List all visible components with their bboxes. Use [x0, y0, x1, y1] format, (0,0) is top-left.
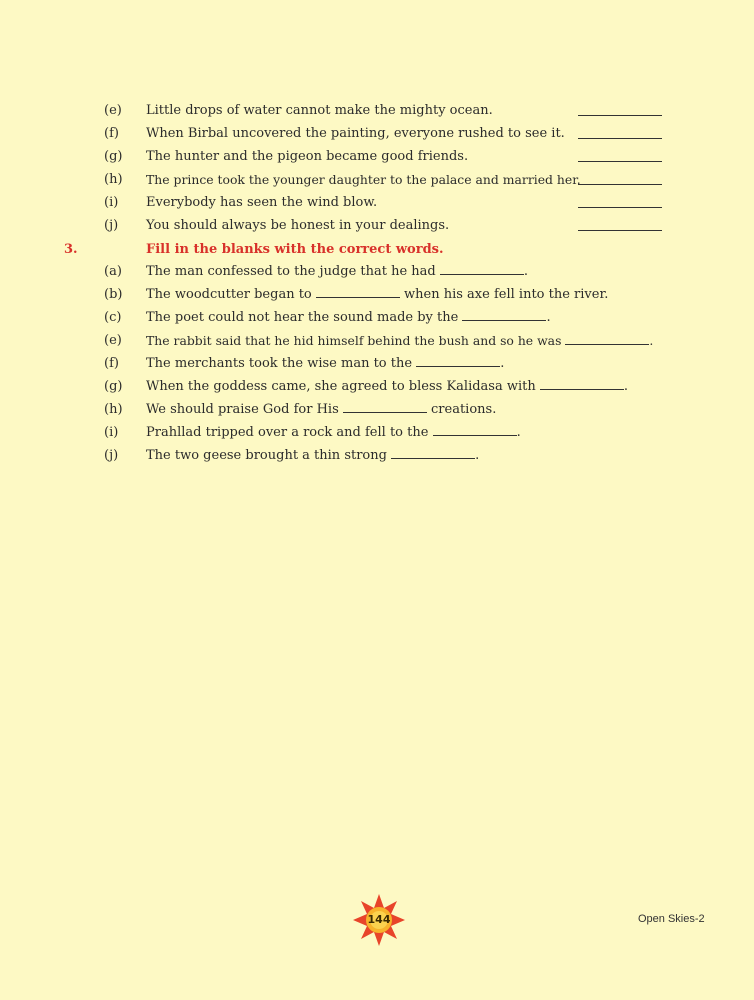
- item-label: (e): [104, 333, 122, 348]
- item-label: (f): [104, 126, 119, 141]
- fill-blank[interactable]: [433, 421, 517, 436]
- item-text: The prince took the younger daughter to the palace and married her.: [146, 172, 581, 187]
- fill-blank[interactable]: [540, 375, 624, 390]
- item-text: Everybody has seen the wind blow.: [146, 195, 378, 210]
- list-item: [0, 398, 754, 421]
- answer-blank[interactable]: [578, 161, 662, 162]
- fill-blank[interactable]: [316, 283, 400, 298]
- item-label: (c): [104, 310, 122, 325]
- answer-blank[interactable]: [578, 230, 662, 231]
- list-item: [0, 444, 754, 467]
- list-item: [0, 306, 754, 329]
- fill-blank[interactable]: [462, 306, 546, 321]
- answer-blank[interactable]: [578, 184, 662, 185]
- fill-blank[interactable]: [343, 398, 427, 413]
- item-text: The hunter and the pigeon became good friends.: [146, 149, 469, 164]
- item-text: We should praise God for His creations.: [146, 398, 496, 421]
- item-label: (i): [104, 195, 119, 210]
- item-label: (i): [104, 425, 119, 440]
- item-text: The woodcutter began to when his axe fell into the river.: [146, 283, 608, 306]
- section-number: 3.: [64, 242, 78, 257]
- item-text: The man confessed to the judge that he had .: [146, 260, 528, 283]
- page-number: 144: [367, 913, 391, 926]
- item-label: (f): [104, 356, 119, 371]
- section-title: Fill in the blanks with the correct words.: [146, 242, 444, 257]
- item-text: The two geese brought a thin strong .: [146, 444, 479, 467]
- list-item: [0, 329, 754, 352]
- item-label: (g): [104, 379, 123, 394]
- answer-blank[interactable]: [578, 207, 662, 208]
- fill-blank[interactable]: [416, 352, 500, 367]
- list-item: [0, 214, 754, 237]
- page-number-badge: [352, 893, 406, 947]
- list-item: [0, 375, 754, 398]
- item-text: The merchants took the wise man to the .: [146, 352, 504, 375]
- list-item: [0, 168, 754, 191]
- fill-blank[interactable]: [440, 260, 524, 275]
- item-text: The rabbit said that he hid himself behind the bush and so he was .: [146, 329, 653, 352]
- fill-blank[interactable]: [391, 444, 475, 459]
- list-item: [0, 283, 754, 306]
- list-item: [0, 352, 754, 375]
- item-text: You should always be honest in your dealings.: [146, 218, 450, 233]
- section-heading: [0, 238, 754, 261]
- list-item: [0, 122, 754, 145]
- list-item: [0, 421, 754, 444]
- item-label: (j): [104, 218, 119, 233]
- item-label: (g): [104, 149, 123, 164]
- answer-blank[interactable]: [578, 115, 662, 116]
- answer-blank[interactable]: [578, 138, 662, 139]
- item-text: Prahllad tripped over a rock and fell to the .: [146, 421, 521, 444]
- item-label: (h): [104, 172, 123, 187]
- list-item: [0, 191, 754, 214]
- list-item: [0, 99, 754, 122]
- list-item: [0, 260, 754, 283]
- item-text: Little drops of water cannot make the mighty ocean.: [146, 103, 493, 118]
- list-item: [0, 145, 754, 168]
- item-label: (e): [104, 103, 122, 118]
- item-text: When Birbal uncovered the painting, everyone rushed to see it.: [146, 126, 565, 141]
- item-label: (b): [104, 287, 123, 302]
- item-label: (h): [104, 402, 123, 417]
- fill-blank[interactable]: [565, 330, 649, 345]
- item-text: When the goddess came, she agreed to bless Kalidasa with .: [146, 375, 628, 398]
- item-label: (a): [104, 264, 122, 279]
- item-text: The poet could not hear the sound made by the .: [146, 306, 551, 329]
- item-label: (j): [104, 448, 119, 463]
- book-title: Open Skies-2: [638, 913, 705, 925]
